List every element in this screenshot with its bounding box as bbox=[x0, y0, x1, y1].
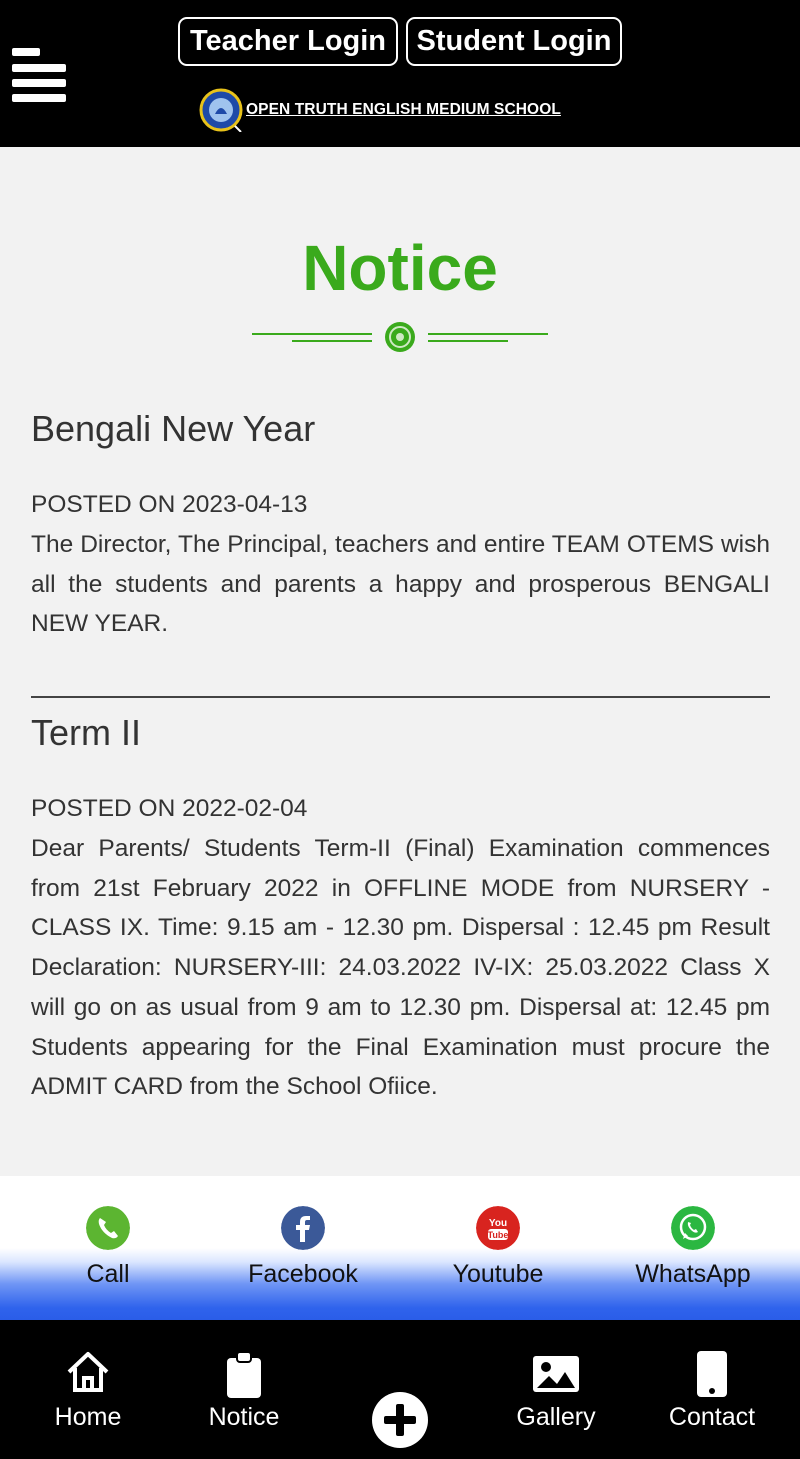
facebook-label: Facebook bbox=[248, 1260, 358, 1288]
clipboard-icon bbox=[225, 1350, 263, 1398]
nav-gallery-label: Gallery bbox=[516, 1403, 596, 1431]
social-bar bbox=[0, 1176, 800, 1320]
facebook-button[interactable] bbox=[203, 1176, 403, 1320]
notice-item bbox=[31, 713, 770, 1107]
svg-text:Tube: Tube bbox=[487, 1230, 509, 1240]
student-login-button[interactable]: Student Login bbox=[406, 17, 622, 66]
youtube-icon bbox=[476, 1206, 520, 1250]
nav-contact-label: Contact bbox=[668, 1403, 756, 1431]
school-logo-icon[interactable] bbox=[199, 88, 243, 132]
title-divider-ornament bbox=[250, 319, 550, 355]
plus-icon bbox=[372, 1392, 428, 1448]
nav-gallery[interactable] bbox=[506, 1320, 606, 1459]
notice-title: Bengali New Year bbox=[31, 408, 316, 449]
facebook-icon bbox=[281, 1206, 325, 1250]
whatsapp-icon bbox=[671, 1206, 715, 1250]
notice-body: Dear Parents/ Students Term-II (Final) Examination commences from 21st February 2022 in OFFLINE MODE from NURSERY -CLASS IX. Time: 9.15 am - 12.30 pm. Dispersal : 12.45 pm Result Declaration: NURSERY-III: 24.03.2022 IV-IX: 25.03.2022 Class X will go on as usual from 9 am to 12.30 pm. Dispersal at: 12.45 pm Students appearing for the Final Examination must procure the ADMIT CARD from the School Ofiice. bbox=[31, 835, 770, 1101]
nav-home[interactable] bbox=[38, 1320, 138, 1459]
nav-notice-label: Notice bbox=[208, 1403, 280, 1431]
notice-item bbox=[31, 409, 770, 644]
call-button[interactable] bbox=[8, 1176, 208, 1320]
notice-body: The Director, The Principal, teachers and entire TEAM OTEMS wish all the students and parents a happy and prosperous BENGALI NEW YEAR. bbox=[31, 531, 770, 638]
svg-text:You: You bbox=[488, 1218, 508, 1229]
whatsapp-label: WhatsApp bbox=[635, 1260, 751, 1288]
school-name[interactable]: OPEN TRUTH ENGLISH MEDIUM SCHOOL bbox=[246, 101, 561, 118]
image-icon bbox=[531, 1354, 581, 1394]
bottom-navigation bbox=[0, 1320, 800, 1459]
youtube-label: Youtube bbox=[452, 1260, 544, 1288]
call-label: Call bbox=[86, 1260, 130, 1288]
add-button[interactable] bbox=[372, 1392, 428, 1448]
notice-date: POSTED ON 2022-02-04 bbox=[31, 795, 308, 822]
top-header bbox=[0, 0, 800, 147]
notice-separator bbox=[31, 696, 770, 698]
nav-home-label: Home bbox=[54, 1403, 122, 1431]
menu-icon[interactable] bbox=[12, 48, 66, 102]
phone-device-icon bbox=[696, 1350, 728, 1398]
notice-title: Term II bbox=[31, 712, 142, 753]
youtube-button[interactable] bbox=[398, 1176, 598, 1320]
whatsapp-button[interactable] bbox=[593, 1176, 793, 1320]
teacher-login-button[interactable]: Teacher Login bbox=[178, 17, 398, 66]
nav-contact[interactable] bbox=[662, 1320, 762, 1459]
nav-notice[interactable] bbox=[194, 1320, 294, 1459]
page-title: Notice bbox=[302, 232, 498, 304]
notice-date: POSTED ON 2023-04-13 bbox=[31, 491, 308, 518]
home-icon bbox=[65, 1350, 111, 1394]
phone-icon bbox=[86, 1206, 130, 1250]
notice-page bbox=[0, 147, 800, 1176]
